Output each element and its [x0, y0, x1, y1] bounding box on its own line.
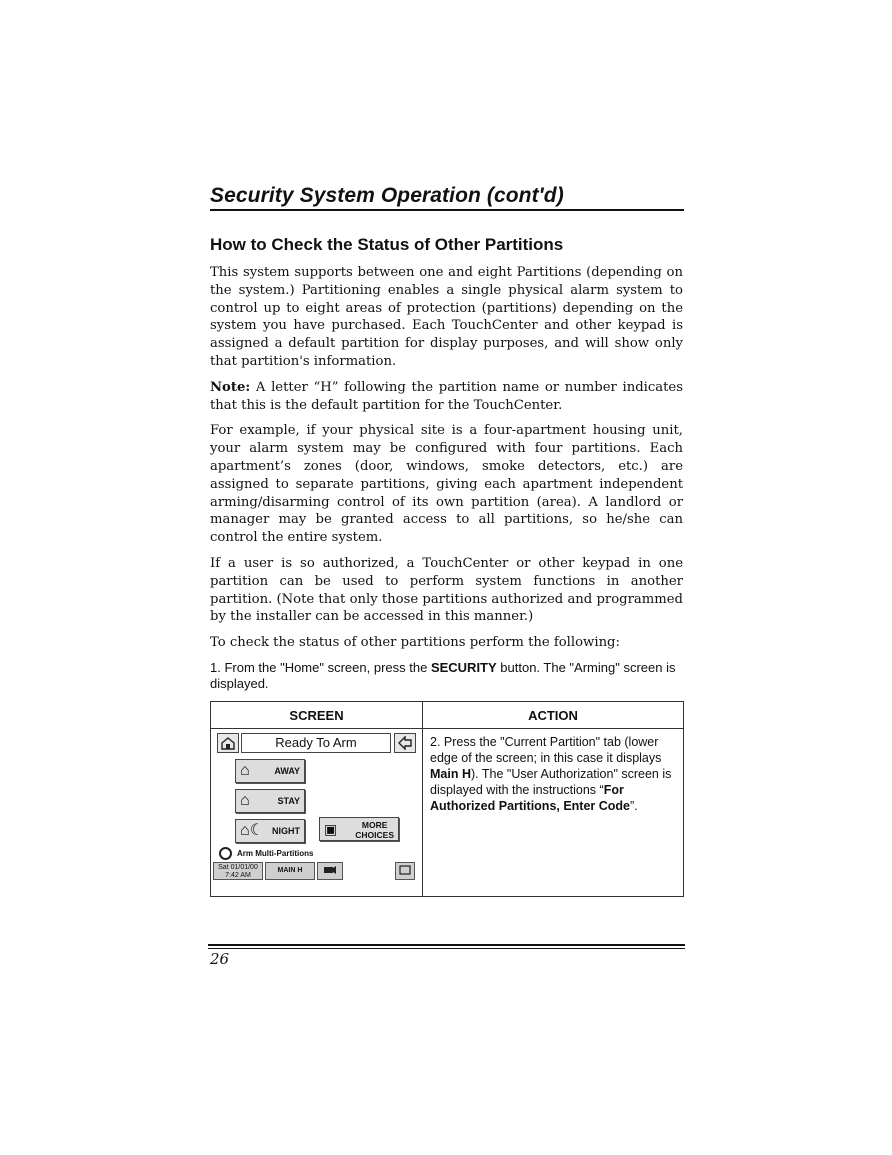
bottom-bar — [213, 862, 417, 882]
time-text: 7:42 AM — [225, 872, 251, 879]
arm-multi-label: Arm Multi-Partitions — [237, 849, 314, 858]
away-button[interactable] — [235, 759, 305, 783]
steps-table — [210, 701, 684, 897]
current-partition-tab[interactable]: MAIN H — [265, 862, 315, 880]
house-away-icon: ⌂ — [240, 762, 250, 779]
back-arrow-icon[interactable] — [394, 733, 416, 753]
paragraph-note — [210, 379, 683, 415]
more-label-line1: MORE — [361, 820, 388, 830]
more-choices-icon: ▣ — [324, 821, 338, 837]
arm-multi-partitions-option[interactable] — [219, 847, 313, 860]
date-text: Sat 01/01/00 — [218, 864, 258, 871]
screen-cell — [211, 729, 423, 897]
step-1 — [210, 660, 683, 692]
footer-rule-thin — [208, 948, 685, 949]
action-cell — [423, 729, 684, 897]
status-display: Ready To Arm — [241, 733, 391, 753]
action-column-header: ACTION — [423, 702, 684, 729]
house-night-icon: ⌂☾ — [240, 822, 265, 839]
action-text-post: ”. — [630, 799, 638, 813]
touchcenter-screen — [211, 729, 419, 887]
more-label-line2: CHOICES — [355, 830, 394, 840]
note-label: Note: — [210, 379, 251, 395]
step-1-post: button. The "Arming" screen is displayed. — [210, 659, 676, 691]
stay-button[interactable] — [235, 789, 305, 813]
section-heading: How to Check the Status of Other Partitions — [210, 235, 564, 254]
night-label: NIGHT — [272, 826, 300, 836]
page-number: 26 — [210, 950, 230, 968]
paragraph-instruction: To check the status of other partitions perform the following: — [210, 635, 620, 651]
radio-icon — [219, 847, 232, 860]
screen-column-header: SCREEN — [211, 702, 423, 729]
paragraph-authorization: If a user is so authorized, a TouchCenter or other keypad in one partition can be used to perform system functions in another partition. (Note that only those partitions authorized and programmed by the installer can be accessed in this manner.) — [210, 555, 683, 625]
step-1-bold: SECURITY — [430, 659, 497, 675]
body-text — [210, 264, 683, 700]
stay-label: STAY — [277, 796, 300, 806]
paragraph-intro: This system supports between one and eight Partitions (depending on the system.) Partitioning enables a single physical alarm system to control up to eight areas of protection (partitions) depending on the system you have purchased. Each TouchCenter and other keypad is assigned a default partition for display purposes, and will show only that partition's information. — [210, 265, 683, 369]
message-icon[interactable] — [395, 862, 415, 880]
step-1-pre: 1. From the "Home" screen, press the — [210, 659, 431, 675]
home-icon[interactable] — [217, 733, 239, 753]
action-bold-instructions: For Authorized Partitions, Enter Code — [430, 783, 631, 813]
page-title: Security System Operation (cont'd) — [210, 184, 564, 207]
footer-rule-thick — [208, 944, 685, 946]
date-time-display — [213, 862, 263, 880]
note-text: A letter “H” following the partition name or number indicates that this is the default partition for the TouchCenter. — [210, 379, 683, 413]
house-stay-icon: ⌂ — [240, 792, 250, 809]
more-choices-label — [355, 820, 394, 840]
paragraph-example: For example, if your physical site is a four-apartment housing unit, your alarm system may be configured with four partitions. Each apartment’s zones (door, windows, smoke detectors, etc.) are assigned to separate partitions, giving each apartment independent arming/disarming control of its own partition (area). A landlord or manager may be granted access to all partitions, so he/she can control the entire system. — [210, 423, 683, 546]
away-label: AWAY — [274, 766, 300, 776]
action-bold-main-h: Main H — [430, 767, 471, 781]
action-text-mid: ). The "User Authorization" screen is displayed with the instructions “ — [430, 767, 672, 797]
more-choices-button[interactable] — [319, 817, 399, 841]
panic-icon[interactable] — [317, 862, 343, 880]
night-button[interactable] — [235, 819, 305, 843]
action-text-pre: 2. Press the "Current Partition" tab (lower edge of the screen; in this case it displays — [430, 735, 662, 765]
title-rule — [210, 209, 684, 211]
